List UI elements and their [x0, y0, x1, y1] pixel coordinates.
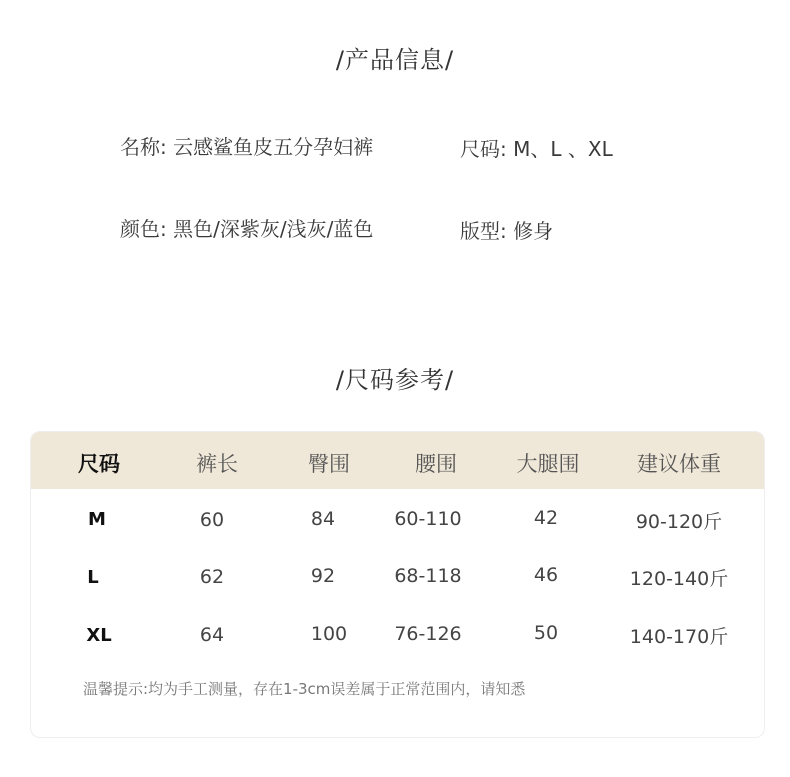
product-size-label: 尺码 : [460, 137, 513, 161]
product-name-value: 云感鲨鱼皮五分孕妇裤 [173, 135, 374, 159]
product-name [120, 131, 373, 160]
row-l-hip: 92 [310, 565, 336, 587]
row-m-waist: 60-110 [394, 508, 462, 530]
row-xl-thigh: 50 [533, 622, 559, 644]
row-l-size: L [87, 567, 99, 588]
product-fit [460, 215, 553, 244]
row-xl-length: 64 [199, 624, 225, 646]
header-length: 裤长 [196, 452, 238, 476]
header-waist: 腰围 [415, 452, 457, 476]
row-m-hip: 84 [310, 508, 336, 530]
size-table-header [31, 432, 764, 489]
product-color-label: 颜色 : [120, 217, 173, 241]
product-size-value: M、L 、XL [513, 137, 613, 161]
product-size [460, 133, 613, 162]
header-weight: 建议体重 [637, 452, 721, 476]
product-fit-value: 修身 [513, 219, 554, 243]
row-m-size: M [88, 509, 106, 530]
product-name-label: 名称 : [120, 135, 173, 159]
row-m-length: 60 [199, 509, 225, 531]
row-m-thigh: 42 [533, 507, 559, 529]
row-m-weight: 90-120斤 [635, 511, 723, 533]
row-xl-weight: 140-170斤 [629, 626, 729, 648]
size-table [30, 431, 765, 738]
row-l-waist: 68-118 [394, 565, 462, 587]
row-xl-hip: 100 [310, 623, 348, 645]
product-info-title: /产品信息/ [335, 46, 455, 74]
header-size: 尺码 [78, 452, 120, 476]
measurement-note: 温馨提示:均为手工测量，存在1-3cm误差属于正常范围内，请知悉 [83, 680, 526, 698]
product-color [120, 213, 373, 242]
header-thigh: 大腿围 [516, 452, 580, 476]
row-l-thigh: 46 [533, 564, 559, 586]
row-xl-waist: 76-126 [394, 623, 462, 645]
product-color-value: 黑色/深紫灰/浅灰/蓝色 [173, 217, 374, 241]
size-reference-title: /尺码参考/ [335, 366, 455, 394]
row-l-length: 62 [199, 566, 225, 588]
row-xl-size: XL [86, 625, 112, 646]
product-fit-label: 版型 : [460, 219, 513, 243]
header-hip: 臀围 [308, 452, 350, 476]
row-l-weight: 120-140斤 [629, 568, 729, 590]
